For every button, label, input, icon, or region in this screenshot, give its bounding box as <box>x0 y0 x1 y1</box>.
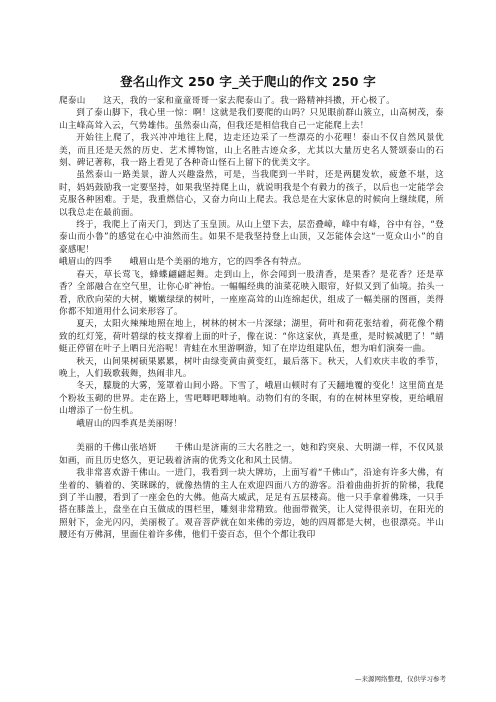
page-footer: —来源网络整理，仅供学习参考 <box>355 675 446 683</box>
paragraph: 夏天，太阳火辣辣地照在地上，树林的树木一片深绿；湖里，荷叶和荷花张结着，荷花像个精致的红灯笼，荷叶碧绿的枝支撑着上面的叶子，像在说：“你这家伙，真是重，是时候减肥了！”蜻蜓正停留在叶子上晒日光浴呢！青蛙在水里游啊游，知了在岸边组建队伍，想为咱们演奏一曲。 <box>59 319 444 355</box>
paragraph: 我非常喜欢游千佛山。一进门，我看到一块大牌坊，上面写着“千佛山”，沿途有许多大佛，有坐着的、躺着的、笑眯眯的，就像热情的主人在欢迎四面八方的游客。沿着曲曲折折的阶梯，我爬到了半山腰，看到了一座金色的大佛。他高大威武，足足有五层楼高。他一只手拿着佛珠，一只手搭在膝盖上，盘坐在白玉做成的围栏里，雕刻非常精致。他面带微笑，让人觉得很亲切，在阳光的照射下，金光闪闪，美丽极了。观音菩萨就在如来佛的旁边，她的四周都是大树，也很漂亮。半山腰还有万佛洞，里面住着许多佛，他们千姿百态，但个个都让我印 <box>59 468 444 541</box>
paragraph: 峨眉山的四季 峨眉山是个美丽的地方，它的四季各有特点。 <box>59 257 307 268</box>
paragraph: 终于，我爬上了南天门，到达了玉皇顶。从山上望下去，层峦叠嶂，峰中有峰，谷中有谷，“登泰山而小鲁”的感觉在心中油然而生。如果不是我坚持登上山顶，又怎能体会这“一览众山小”的自豪感呢！ <box>59 220 444 255</box>
paragraph: 爬泰山 这天，我的一家和童童哥哥一家去爬泰山了。我一路精神抖擞，开心极了。 <box>59 96 396 106</box>
paragraph: 秋天，山间果树硕果累累，树叶由绿变黄由黄变红，最后落下。秋天，人们欢庆丰收的季节，晚上，人们载歌载舞，热闹非凡。 <box>59 356 444 379</box>
paragraph: 开始往上爬了，我兴冲冲地往上爬，边走还边采了一些漂亮的小花哩！泰山不仅自然风景优美，而且还是天然的历史、艺术博物馆，山上名胜古迹众多，尤其以大量历史名人赞颂泰山的石刻、碑记著称，我一路上看见了各种奇山怪石上留下的优美文字。 <box>59 133 444 169</box>
paragraph: 峨眉山的四季真是美丽呀！ <box>76 418 183 429</box>
paragraph: 美丽的千佛山张培妍 千佛山是济南的三大名胜之一，她和趵突泉、大明湖一样，不仅风景如画，而且历史悠久，更记载着济南的优秀文化和风土民情。 <box>59 443 444 466</box>
document-title: 登名山作文 250 字_关于爬山的作文 250 字 <box>120 74 376 89</box>
paragraph: 到了泰山脚下，我心里一惊：啊！这就是我们要爬的山吗？只见眼前群山簇立，山高树茂，泰山主峰高耸入云，气势雄伟。虽然泰山高，但我还是相信我自己一定能爬上去！ <box>59 108 444 131</box>
paragraph: 春天，草长莺飞，蜂蝶翩翩起舞。走到山上，你会闻到一股清香，是果香？是花香？还是草香？全部融合在空气里，让你心旷神怡。一幅幅经典的油菜花映入眼帘，好似又到了仙境。抬头一看，欣欣向荣的大树，嫩嫩绿绿的树叶，一座座高耸的山连绵起伏，组成了一幅美丽的图画，美得你都不知道用什么词来形容了。 <box>59 269 444 317</box>
document-body <box>59 95 444 542</box>
paragraph: 虽然泰山一路美景，游人兴趣盎然，可是，当我爬到一半时，还是两腿发软，疲惫不堪，这时，妈妈鼓励我一定要坚持，如果我坚持爬上山，就说明我是个有毅力的孩子，以后也一定能学会克服各种困难。于是，我重燃信心，又奋力向山上爬去。我总是在大家休息的时候向上继续爬，所以我总走在最前面。 <box>59 170 444 218</box>
paragraph: 冬天，朦胧的大雾，笼罩着山间小路。下雪了，峨眉山顿时有了天翻地覆的变化！这里简直是个粉妆玉砌的世界。走在路上，雪吧唧吧唧地响。动物们有的冬眠，有的在树林里穿梭，更给峨眉山增添了一份生机。 <box>59 381 444 417</box>
